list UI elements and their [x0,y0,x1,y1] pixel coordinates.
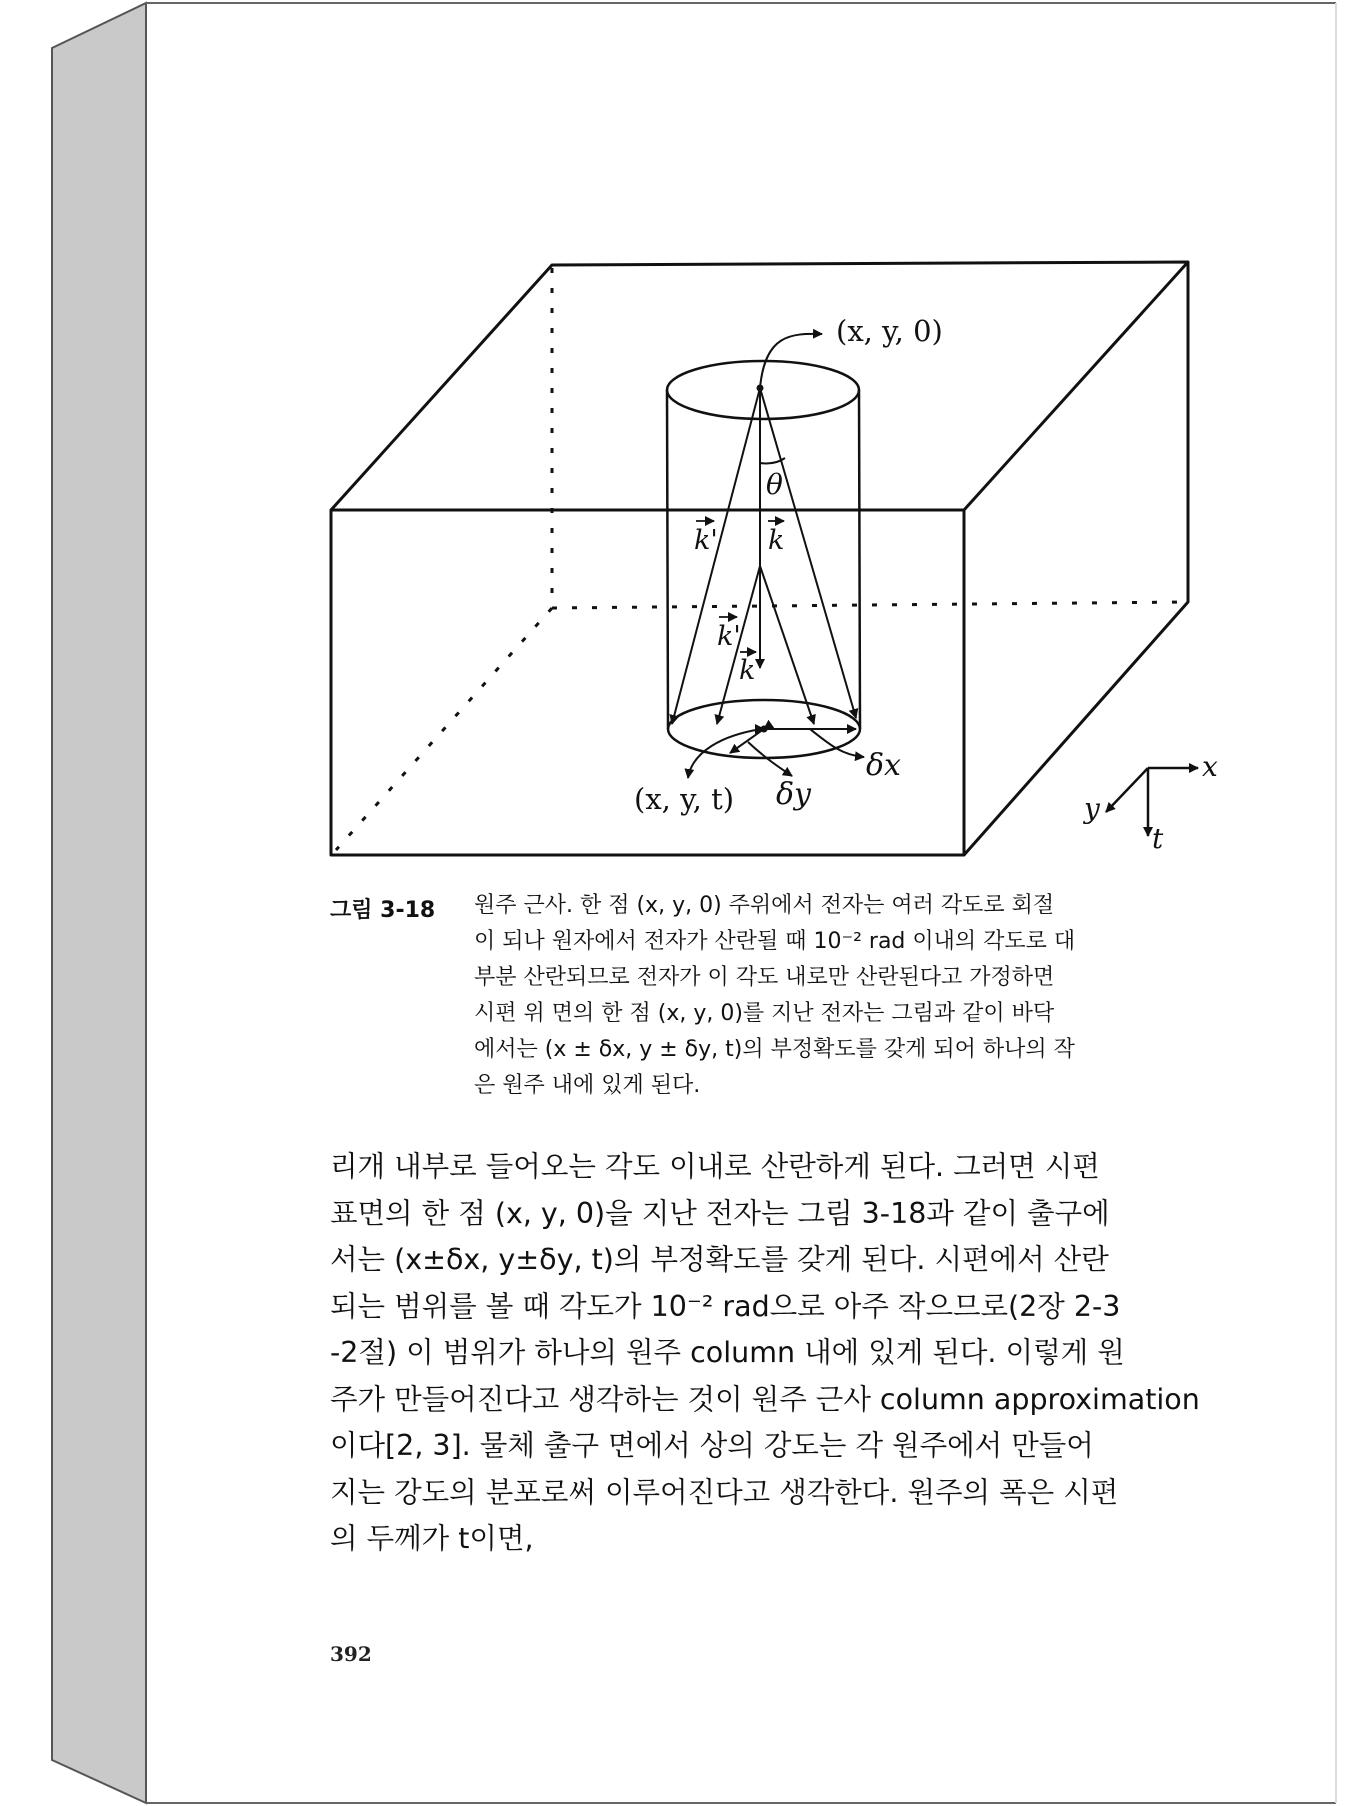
label-k-prime-lower: k' [717,621,741,652]
body-paragraph [330,1144,1220,1563]
top-point-dot [757,385,764,392]
hidden-horizontal-edge [552,602,1188,608]
label-delta-x: δx [866,748,901,783]
body-line: 리개 내부로 들어오는 각도 이내로 산란하게 된다. 그러면 시편 [330,1150,1100,1183]
label-bottom-point: (x, y, t) [634,782,735,816]
label-delta-y: δy [776,777,812,812]
body-line: 되는 범위를 볼 때 각도가 10⁻² rad으로 아주 작으므로(2장 2-3 [330,1289,1121,1323]
column-approximation-figure [0,0,1346,900]
block-right-face [964,262,1188,855]
body-line: 이다[2, 3]. 물체 출구 면에서 상의 강도는 각 원주에서 만들어 [330,1429,1094,1462]
bottom-point-dot [761,726,768,733]
figure-caption [474,888,1214,1104]
label-axis-y: y [1084,792,1100,825]
axis-y-line [1106,768,1148,812]
bottom-point-pointer [688,729,762,778]
column-left-side [667,390,668,729]
label-k-prime-upper: k' [694,525,718,556]
label-k-lower: k [739,655,756,686]
label-axis-x: x [1202,750,1218,783]
label-axis-t: t [1152,822,1164,855]
body-line: -2절) 이 범위가 하나의 원주 column 내에 있게 된다. 이렇게 원 [330,1336,1125,1369]
caption-line: 이 되나 원자에서 전자가 산란될 때 10⁻² rad 이내의 각도로 대 [474,929,1076,954]
body-line: 서는 (x±δx, y±δy, t)의 부정확도를 갖게 된다. 시편에서 산란 [330,1243,1109,1276]
hidden-diagonal-edge [336,608,552,850]
body-line: 지는 강도의 분포로써 이루어진다고 생각한다. 원주의 폭은 시편 [330,1475,1119,1509]
body-line: 의 두께가 t이면, [330,1522,534,1555]
label-top-point: (x, y, 0) [836,314,943,348]
label-theta: θ [766,468,783,501]
caption-line: 시편 위 면의 한 점 (x, y, 0)를 지난 전자는 그림과 같이 바닥 [474,1001,1055,1026]
caption-line: 부분 산란되므로 전자가 이 각도 내로만 산란된다고 가정하면 [474,965,1055,990]
caption-line: 은 원주 내에 있게 된다. [474,1073,701,1098]
column-right-side [859,390,860,729]
caption-label: 그림 3-18 [330,898,436,923]
label-k-upper: k [768,525,785,556]
caption-line: 에서는 (x ± δx, y ± δy, t)의 부정확도를 갖게 되어 하나의 작 [474,1037,1075,1062]
body-line: 표면의 한 점 (x, y, 0)을 지난 전자는 그림 3-18과 같이 출구에 [330,1196,1110,1230]
caption-line: 원주 근사. 한 점 (x, y, 0) 주위에서 전자는 여러 각도로 회절 [474,893,1055,918]
body-line: 주가 만들어진다고 생각하는 것이 원주 근사 column approximation [330,1382,1200,1416]
page-number: 392 [330,1642,372,1666]
